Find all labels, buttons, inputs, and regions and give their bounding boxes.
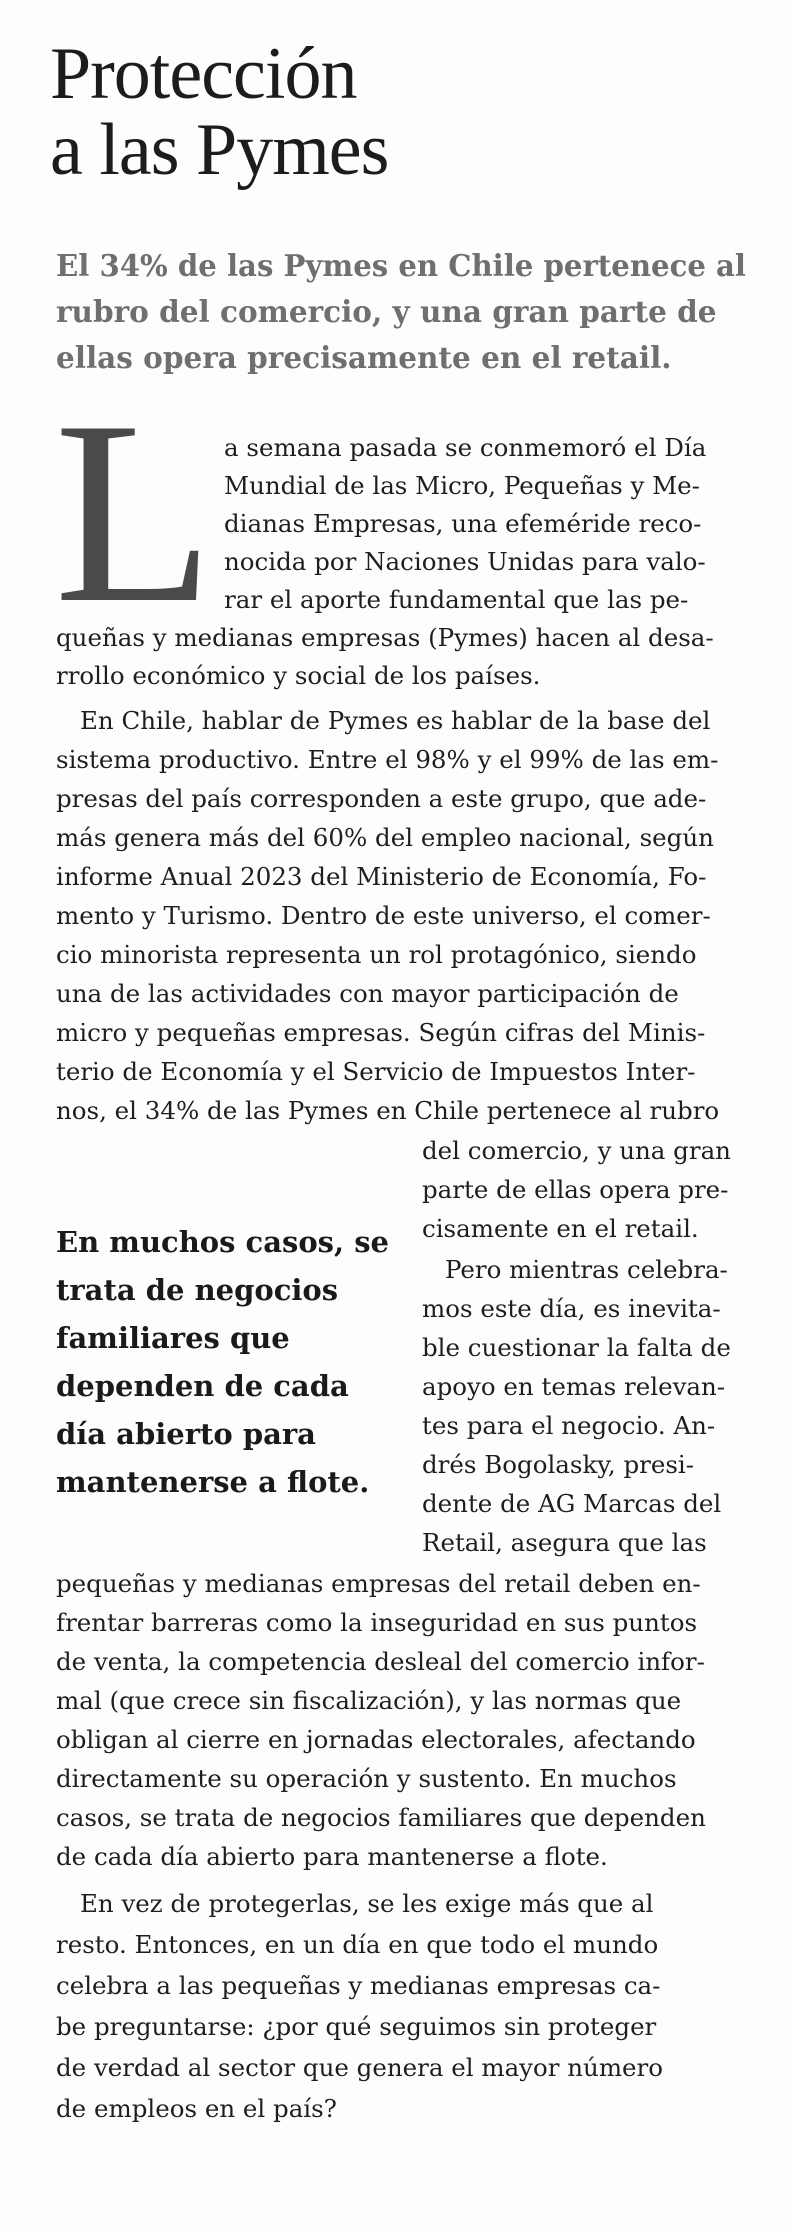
- body-line: parte de ellas opera pre-: [422, 1175, 729, 1204]
- body-line: obligan al cierre en jornadas electorales, afectando: [56, 1725, 696, 1754]
- body-line: En Chile, hablar de Pymes es hablar de la base del: [80, 706, 711, 735]
- body-line: mento y Turismo. Dentro de este universo, el comer-: [56, 901, 711, 930]
- body-line: más genera más del 60% del empleo nacional, según: [56, 823, 714, 852]
- article-title: [50, 33, 750, 191]
- body-line: frentar barreras como la inseguridad en sus puntos: [56, 1608, 698, 1637]
- body-line: micro y pequeñas empresas. Según cifras del Minis-: [56, 1018, 706, 1047]
- body-line: cio minorista representa un rol protagónico, siendo: [56, 940, 697, 969]
- article-deck: [56, 243, 746, 381]
- body-line: de verdad al sector que genera el mayor número: [56, 2053, 664, 2082]
- body-line: presas del país corresponden a este grupo, que ade-: [56, 784, 707, 813]
- body-line: de venta, la competencia desleal del comercio infor-: [56, 1647, 705, 1676]
- body-line: Pero mientras celebra-: [445, 1255, 728, 1284]
- body-line: En vez de protegerlas, se les exige más que al: [80, 1889, 654, 1918]
- body-line: a semana pasada se conmemoró el Día: [224, 433, 707, 462]
- pull-quote-line: familiares que: [56, 1321, 290, 1355]
- body-line: tes para el negocio. An-: [422, 1411, 716, 1440]
- body-line: informe Anual 2023 del Ministerio de Economía, Fo-: [56, 862, 707, 891]
- body-line: Retail, asegura que las: [422, 1528, 707, 1557]
- pull-quote: [56, 1218, 396, 1506]
- pull-quote-line: dependen de cada: [56, 1369, 349, 1403]
- body-line: mos este día, es inevita-: [422, 1294, 721, 1323]
- body-line: una de las actividades con mayor participación de: [56, 979, 679, 1008]
- body-line: drés Bogolasky, presi-: [422, 1450, 695, 1479]
- title-line: Protección: [50, 33, 357, 115]
- body-line: mal (que crece sin fiscalización), y las normas que: [56, 1686, 682, 1715]
- body-line: ble cuestionar la falta de: [422, 1333, 731, 1362]
- pull-quote-line: mantenerse a flote.: [56, 1465, 370, 1499]
- body-line: dianas Empresas, una efeméride reco-: [224, 509, 702, 538]
- body-line: rrollo económico y social de los países.: [56, 661, 541, 690]
- body-line: dente de AG Marcas del: [422, 1489, 722, 1518]
- deck-line: rubro del comercio, y una gran parte de: [56, 294, 717, 329]
- body-line: resto. Entonces, en un día en que todo el mundo: [56, 1930, 659, 1959]
- body-line: be preguntarse: ¿por qué seguimos sin proteger: [56, 2012, 657, 2041]
- body-line: nos, el 34% de las Pymes en Chile pertenece al rubro: [56, 1096, 720, 1125]
- pull-quote-line: En muchos casos, se: [56, 1225, 389, 1259]
- body-line: pequeñas y medianas empresas del retail deben en-: [56, 1569, 701, 1598]
- pull-quote-line: día abierto para: [56, 1417, 316, 1451]
- body-line: celebra a las pequeñas y medianas empresas ca-: [56, 1971, 661, 2000]
- body-line: terio de Economía y el Servicio de Impuestos Inter-: [56, 1057, 696, 1086]
- body-line: apoyo en temas relevan-: [422, 1372, 726, 1401]
- body-line: Mundial de las Micro, Pequeñas y Me-: [224, 471, 700, 500]
- body-line: queñas y medianas empresas (Pymes) hacen al desa-: [56, 623, 714, 652]
- body-line: directamente su operación y sustento. En muchos: [56, 1764, 677, 1793]
- body-line: sistema productivo. Entre el 98% y el 99% de las em-: [56, 745, 719, 774]
- title-line: a las Pymes: [50, 109, 389, 191]
- deck-line: ellas opera precisamente en el retail.: [56, 340, 672, 375]
- body-line: casos, se trata de negocios familiares que dependen: [56, 1803, 706, 1832]
- pull-quote-line: trata de negocios: [56, 1273, 339, 1307]
- deck-line: El 34% de las Pymes en Chile pertenece al: [56, 248, 747, 283]
- body-line: de cada día abierto para mantenerse a flote.: [56, 1842, 608, 1871]
- body-line: nocida por Naciones Unidas para valo-: [224, 547, 706, 576]
- body-line: de empleos en el país?: [56, 2094, 337, 2123]
- body-line: cisamente en el retail.: [422, 1214, 699, 1243]
- body-line: rar el aporte fundamental que las pe-: [224, 585, 689, 614]
- body-line: del comercio, y una gran: [422, 1136, 731, 1165]
- drop-cap: L: [54, 367, 215, 657]
